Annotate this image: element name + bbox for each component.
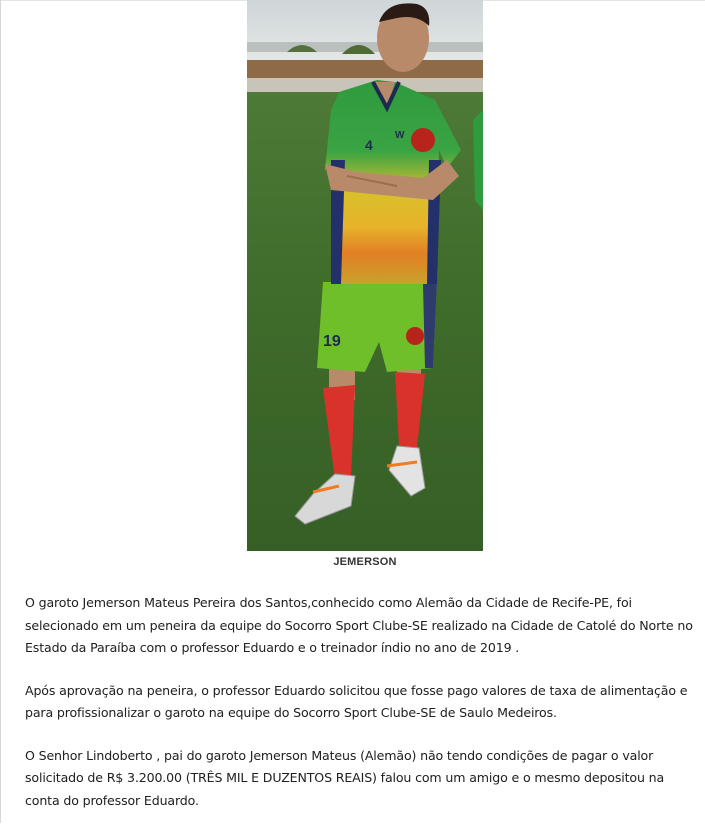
article-body <box>25 592 697 832</box>
svg-text:19: 19 <box>323 333 341 350</box>
svg-text:4: 4 <box>365 137 373 153</box>
svg-text:W: W <box>395 130 405 141</box>
article-paragraph: O Senhor Lindoberto , pai do garoto Jemerson Mateus (Alemão) não tendo condições de pagar o valor solicitado de R$ 3.200.00 (TRÊS MIL E DUZENTOS REAIS) falou com um amigo e o mesmo depositou na conta do professor Eduardo. <box>25 747 665 808</box>
page-left-border <box>0 0 1 823</box>
dirt-track <box>247 60 483 80</box>
article-paragraph: Após aprovação na peneira, o professor Eduardo solicitou que fosse pago valores de taxa de alimentação e para profissionalizar o garoto na equipe do Socorro Sport Clube-SE de Saulo Medeiros. <box>25 682 688 720</box>
article-photo <box>247 0 483 551</box>
jersey-crest <box>411 128 435 152</box>
soccer-player-illustration <box>247 0 483 551</box>
sky-background <box>247 0 483 70</box>
article-paragraph: O garoto Jemerson Mateus Pereira dos Santos,conhecido como Alemão da Cidade de Recife-PE, foi selecionado em um peneira da equipe do Socorro Sport Clube-SE realizado na Cidade de Catolé do Norte no Estado da Paraíba com o professor Eduardo e o treinador índio no ano de 2019 . <box>25 595 693 655</box>
shorts-badge <box>406 327 424 345</box>
photo-caption: JEMERSON <box>333 556 397 568</box>
